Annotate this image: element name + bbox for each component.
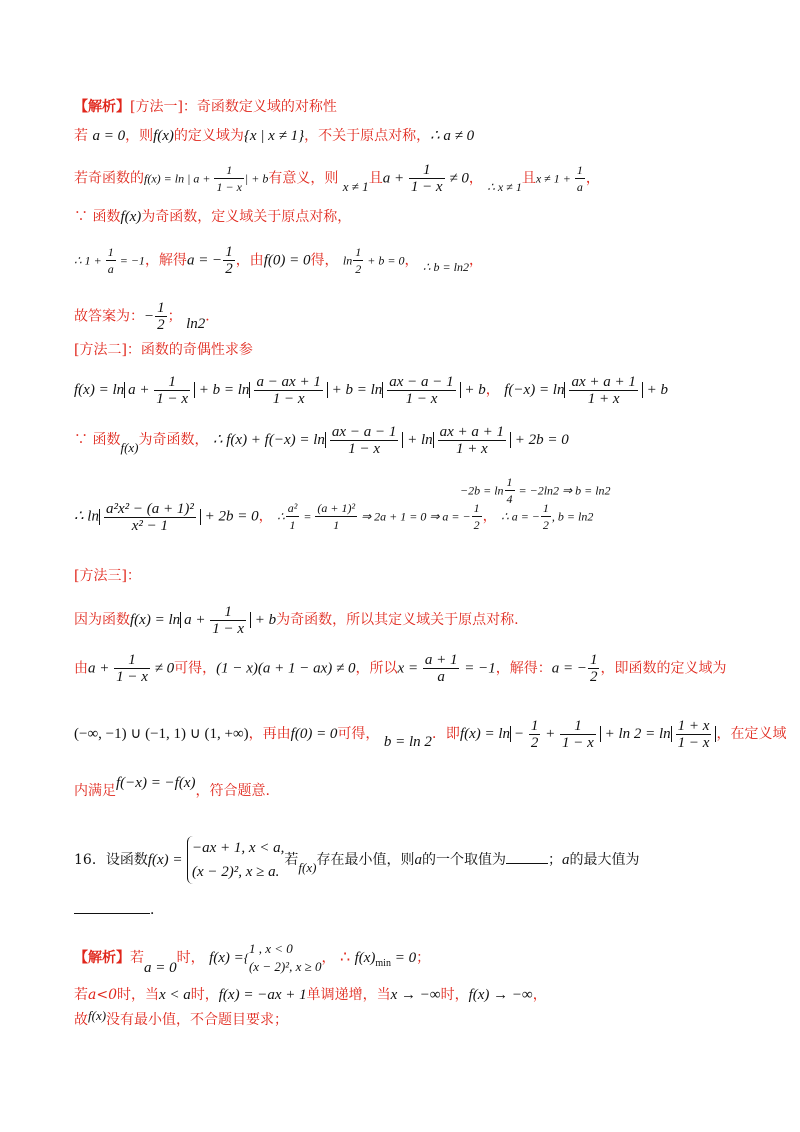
fraction: $\frac{\text{a²}}{1}$ xyxy=(287,501,298,532)
abs-group xyxy=(325,424,403,457)
text: ， xyxy=(532,987,547,1003)
method1-title: [方法一]：奇函数定义域的对称性 xyxy=(130,99,337,115)
math: a xyxy=(561,852,570,868)
text: 有意义，则 xyxy=(268,170,339,187)
method1-line2 xyxy=(74,162,600,195)
math: + b xyxy=(460,381,486,398)
abs-group: a + $\frac{1}{1 - x}$ xyxy=(180,612,251,628)
math: x ≠ 1 + xyxy=(535,171,574,186)
text: 时， xyxy=(440,987,469,1003)
math: f(x) = −ax + 1 xyxy=(218,987,307,1003)
fraction: $\frac{\text{(a + 1)²}}{1}$ xyxy=(317,501,356,532)
fraction: $\frac{1}{2}$ xyxy=(473,501,480,532)
method1-line3 xyxy=(74,207,351,227)
math: a + xyxy=(382,170,408,187)
text: 可得， xyxy=(337,725,380,742)
problem-number: 16．设函数 xyxy=(74,852,148,868)
fraction: $\frac{1}{1 - x}$ xyxy=(116,652,148,685)
math: − xyxy=(144,308,155,325)
math: + ln 2 = ln xyxy=(600,725,671,742)
piecewise xyxy=(187,836,284,884)
text: 的定义域为 xyxy=(173,128,244,144)
math: x = xyxy=(397,660,422,677)
math: ≠ 0 xyxy=(445,170,469,187)
math: = −1 xyxy=(116,253,145,268)
fraction: $\frac{1}{2}$ xyxy=(157,300,165,333)
math: f(x) xyxy=(153,128,174,144)
fraction: $\frac{1}{4}$ xyxy=(506,475,513,506)
answer-blank-1[interactable] xyxy=(506,863,548,864)
method1-heading xyxy=(74,97,337,117)
text: 为奇函数，所以其定义域关于原点对称. xyxy=(276,611,519,628)
math: ∴ 1 + xyxy=(74,253,105,268)
text: ，再由 xyxy=(248,725,291,742)
math: ⇒ 2a + 1 = 0 ⇒ a = − xyxy=(358,509,471,524)
text: ， xyxy=(469,252,483,269)
method2-line2 xyxy=(74,424,569,457)
math: ∴ xyxy=(277,509,285,524)
fraction: $\frac{1}{1 - x}$ xyxy=(410,162,443,195)
text: ， xyxy=(468,170,483,187)
text: 若 xyxy=(130,950,144,966)
abs-group xyxy=(249,374,327,407)
text: 且 xyxy=(521,170,536,187)
fraction: $\frac{1}{1 - x}$ xyxy=(216,163,242,194)
text: ， xyxy=(585,170,600,187)
math: (1 − x)(a + 1 − ax) ≠ 0 xyxy=(216,660,356,677)
text: ， xyxy=(485,381,500,398)
method2-heading xyxy=(74,340,253,360)
math: f(x) = xyxy=(209,950,244,966)
math: ∴ f(x) + f(−x) = ln xyxy=(212,431,325,448)
method3-heading xyxy=(74,566,141,586)
math: a<0 xyxy=(88,987,117,1003)
math: a = − xyxy=(186,252,223,269)
text: ， xyxy=(321,950,336,966)
text: ． xyxy=(150,902,164,918)
math: = 0 xyxy=(390,950,417,966)
math: f(−x) = ln xyxy=(504,381,565,398)
math: = −2ln2 ⇒ b = ln2 xyxy=(515,483,611,498)
math: b = ln 2 xyxy=(383,733,432,750)
math: ln2 xyxy=(186,315,206,332)
math: + ln xyxy=(403,431,433,448)
math: ∴ x ≠ 1 xyxy=(487,179,522,194)
method3-title: [方法三]： xyxy=(74,568,141,584)
text: 故 xyxy=(74,1012,88,1028)
text: ； xyxy=(547,852,562,868)
math: + b = ln xyxy=(327,381,383,398)
text: ． xyxy=(205,308,220,325)
text: 若 xyxy=(74,987,88,1003)
math: f(x) xyxy=(88,1008,107,1023)
method3-line3 xyxy=(74,718,786,751)
math: f(x) xyxy=(298,860,317,875)
math: f(0) = 0 xyxy=(263,252,311,269)
math: ∴ a ≠ 0 xyxy=(430,128,475,144)
math: a = − xyxy=(551,660,587,677)
math: ∴ b = ln2 xyxy=(422,259,469,274)
text: ∵ 函数 xyxy=(74,431,121,448)
fraction: $\frac{\text{a²x² − (a + 1)²}}{\text{x² − 1}}$ xyxy=(105,500,194,534)
math: | + b xyxy=(244,171,269,186)
math: a = 0 xyxy=(144,960,177,976)
text: 为奇函数， xyxy=(138,431,209,448)
text: 的一个取值为 xyxy=(421,852,506,868)
math: f(x) xyxy=(120,439,139,455)
math: ∴ xyxy=(339,947,351,966)
abs-group: − $\frac{1}{2}$ + $\frac{1}{1 - x}$ xyxy=(510,726,601,742)
text: 若 xyxy=(74,128,88,144)
brace: { xyxy=(243,950,249,965)
answer-blank-2[interactable] xyxy=(74,913,150,914)
math: x → −∞ xyxy=(390,987,441,1003)
math: + b xyxy=(642,381,669,398)
math: x ≠ 1 xyxy=(342,178,369,194)
math: + b = 0 xyxy=(364,253,405,268)
text: 且 xyxy=(368,170,383,187)
text: 得， xyxy=(310,252,339,269)
text: ，符合题意. xyxy=(195,783,270,799)
fraction: $\frac{a + 1}{a}$ xyxy=(424,652,458,685)
math: a xyxy=(414,852,422,868)
text: 因为函数 xyxy=(74,611,130,628)
text: ， xyxy=(482,508,497,525)
text: 时，当 xyxy=(116,987,159,1003)
abs-group xyxy=(382,374,460,407)
math: + 2b = 0 xyxy=(200,508,259,525)
math: a = 0 xyxy=(92,128,126,144)
text: ，即函数的定义域为 xyxy=(600,660,727,677)
math: f(x) xyxy=(120,209,142,225)
math: + b xyxy=(251,611,277,628)
text: ，解得 xyxy=(144,252,187,269)
fraction: $\frac{a - ax + 1}{1 - x}$ xyxy=(256,374,321,407)
math: = −1 xyxy=(460,660,496,677)
text: ； xyxy=(416,950,431,966)
math: f(x) = ln xyxy=(130,611,181,628)
case-2: (x − 2)², x ≥ a. xyxy=(191,864,280,880)
method3-line4 xyxy=(74,775,270,801)
case-1: −ax + 1, x < a, xyxy=(191,840,285,856)
text: ∵ 函数 xyxy=(74,209,121,225)
math: ≠ 0 xyxy=(150,660,175,677)
text: 时， xyxy=(176,950,205,966)
text: 故答案为： xyxy=(74,308,144,325)
method1-answer xyxy=(74,300,219,333)
method2-title: [方法二]：函数的奇偶性求参 xyxy=(74,342,253,358)
math: f(x) = ln | a + xyxy=(144,171,214,186)
method3-line1 xyxy=(74,604,519,637)
analysis-label: 【解析】 xyxy=(74,99,130,115)
text: ，在定义域 xyxy=(716,725,787,742)
method2-line3 xyxy=(74,500,593,534)
method1-line4 xyxy=(74,244,483,277)
abs-group xyxy=(671,718,717,751)
text: 时， xyxy=(190,987,219,1003)
text: ； xyxy=(167,308,182,325)
text: 若 xyxy=(284,852,299,868)
text: ，解得： xyxy=(495,660,552,677)
abs-group: a + $\frac{1}{1 - x}$ xyxy=(124,382,195,398)
piecewise xyxy=(249,940,322,976)
abs-group xyxy=(564,374,642,407)
text: 由 xyxy=(74,660,88,677)
math: f(x) = xyxy=(147,852,183,868)
math: + 2b = 0 xyxy=(511,431,569,448)
abs-group xyxy=(99,500,201,534)
text: ，由 xyxy=(235,252,264,269)
text: 可得， xyxy=(174,660,217,677)
fraction: $\frac{ax - a - 1}{1 - x}$ xyxy=(389,374,454,407)
math: {x | x ≠ 1} xyxy=(243,128,305,144)
method1-line1 xyxy=(74,126,474,146)
math: f(x) xyxy=(354,950,376,966)
math: f(x) → −∞ xyxy=(468,987,533,1003)
problem-16-blank-line xyxy=(74,900,164,920)
text: ，则 xyxy=(125,128,154,144)
analysis-label: 【解析】 xyxy=(74,950,130,966)
math: f(−x) = −f(x) xyxy=(116,775,196,791)
fraction: $\frac{1}{1 - x}$ xyxy=(212,604,245,637)
problem-16 xyxy=(74,836,639,884)
fraction: $\frac{ax - a - 1}{1 - x}$ xyxy=(331,424,397,457)
text: 没有最小值，不合题目要求； xyxy=(106,1012,289,1028)
math: ∴ a = − xyxy=(501,509,540,524)
text: ， xyxy=(404,252,419,269)
fraction: $\frac{1 + x}{1 - x}$ xyxy=(677,718,710,751)
text: ．即 xyxy=(431,725,460,742)
fraction: $\frac{1}{2}$ xyxy=(225,244,233,277)
method2-line1 xyxy=(74,374,668,407)
math: f(x) = ln xyxy=(459,725,511,742)
math: −2b = ln xyxy=(460,483,504,498)
math: f(0) = 0 xyxy=(290,725,338,742)
fraction: $\frac{1}{2}$ xyxy=(542,501,549,532)
case-2: (x − 2)², x ≥ 0 xyxy=(248,959,322,974)
math: min xyxy=(375,957,391,969)
fraction: $\frac{1}{1 - x}$ xyxy=(156,374,189,407)
text: 的最大值为 xyxy=(569,852,640,868)
fraction: $\frac{1}{a}$ xyxy=(576,163,583,194)
text: ，不关于原点对称， xyxy=(304,128,431,144)
abs-group xyxy=(433,424,511,457)
math: ln xyxy=(342,253,353,268)
fraction: $\frac{1}{2}$ xyxy=(589,652,598,685)
math: , b = ln2 xyxy=(551,509,594,524)
math: (−∞, −1) ∪ (−1, 1) ∪ (1, +∞) xyxy=(74,725,249,742)
method3-line2 xyxy=(74,652,726,685)
text: ，所以 xyxy=(355,660,398,677)
math: x < a xyxy=(158,987,191,1003)
math: f(x) = ln xyxy=(74,381,125,398)
fraction: $\frac{ax + a + 1}{1 + x}$ xyxy=(571,374,636,407)
math: ∴ ln xyxy=(74,508,99,525)
fraction: $\frac{1}{1 - x}$ xyxy=(562,718,594,751)
math: a + xyxy=(88,660,114,677)
math: = xyxy=(300,509,315,524)
text: 为奇函数，定义域关于原点对称， xyxy=(141,209,352,225)
text: 若奇函数的 xyxy=(74,170,144,187)
text: ， xyxy=(258,508,273,525)
analysis16-line1 xyxy=(74,940,430,976)
math: + b = ln xyxy=(195,381,250,398)
fraction: $\frac{1}{a}$ xyxy=(107,245,114,276)
fraction: $\frac{ax + a + 1}{1 + x}$ xyxy=(439,424,505,457)
fraction: $\frac{1}{2}$ xyxy=(530,718,539,751)
fraction: $\frac{1}{2}$ xyxy=(355,245,362,276)
text: 存在最小值，则 xyxy=(316,852,415,868)
text: 内满足 xyxy=(74,783,116,799)
analysis16-line2 xyxy=(74,985,547,1005)
analysis16-line3 xyxy=(74,1010,288,1030)
text: 单调递增，当 xyxy=(306,987,391,1003)
case-1: 1 , x < 0 xyxy=(248,941,293,956)
